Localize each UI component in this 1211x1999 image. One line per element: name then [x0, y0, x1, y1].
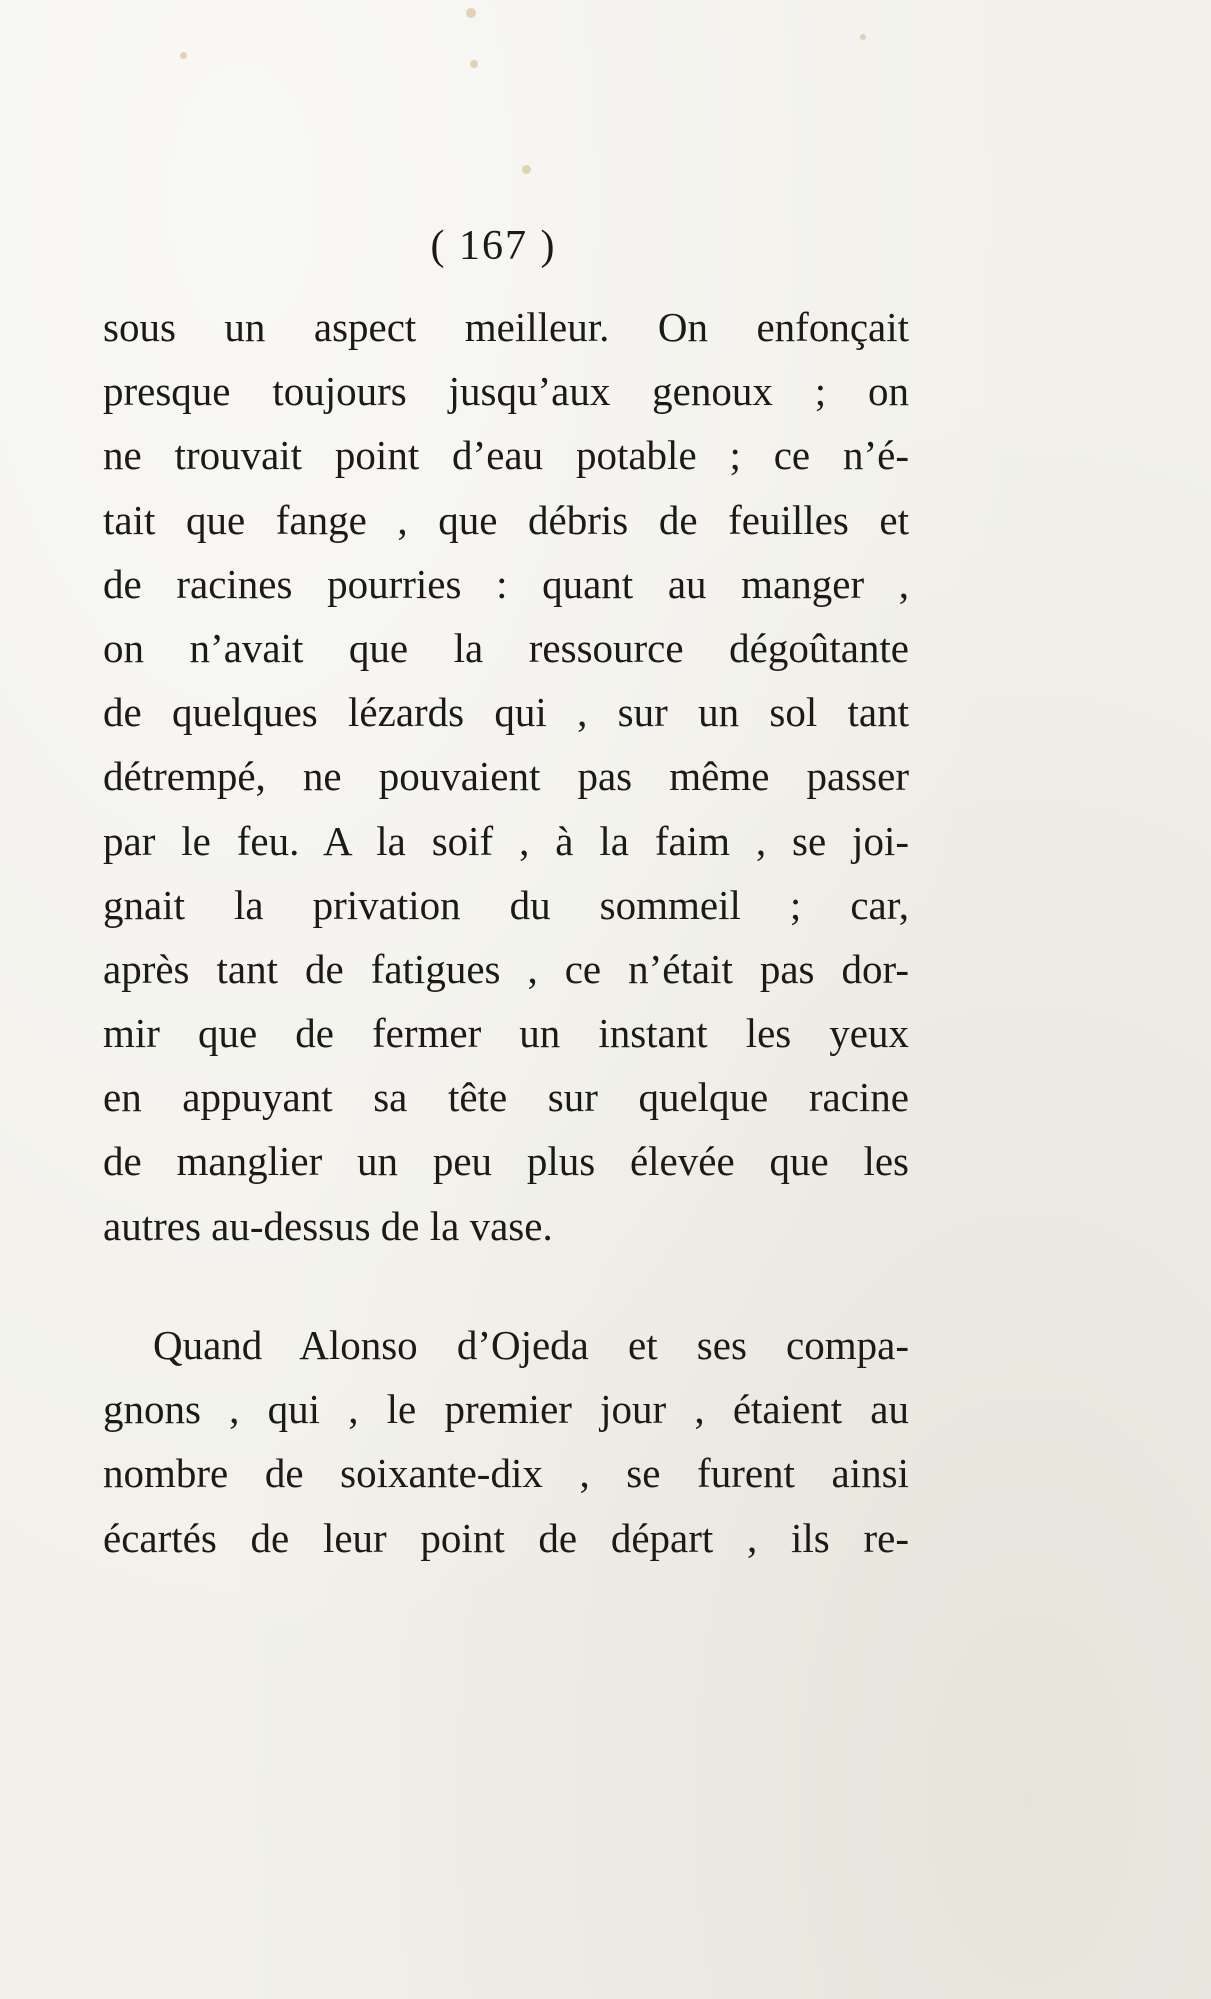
- text-line: Quand Alonso d’Ojeda et ses compa-: [153, 1322, 909, 1368]
- text-line: écartés de leur point de départ , ils re-: [103, 1514, 909, 1561]
- text-line: autres au-dessus de la vase.: [103, 1202, 553, 1249]
- text-line: tait que fange , que débris de feuilles et: [103, 496, 909, 543]
- text-line: de manglier un peu plus élevée que les: [103, 1138, 909, 1185]
- paragraph: [103, 1313, 909, 1570]
- text-line: de racines pourries : quant au manger ,: [103, 560, 909, 607]
- text-line: presque toujours jusqu’aux genoux ; on: [103, 368, 909, 415]
- text-line: mir que de fermer un instant les yeux: [103, 1010, 909, 1057]
- text-line: détrempé, ne pouvaient pas même passer: [103, 753, 909, 800]
- paper-speck: [522, 165, 531, 174]
- page-number: ( 167 ): [430, 223, 557, 269]
- text-line: sous un aspect meilleur. On enfonçait: [103, 304, 909, 350]
- text-line: nombre de soixante-dix , se furent ainsi: [103, 1450, 909, 1497]
- text-line: après tant de fatigues , ce n’était pas dor-: [103, 945, 909, 992]
- paper-speck: [860, 34, 866, 40]
- paragraph: [103, 295, 909, 1258]
- text-line: gnons , qui , le premier jour , étaient au: [103, 1386, 909, 1433]
- text-line: ne trouvait point d’eau potable ; ce n’é-: [103, 432, 909, 479]
- paper-speck: [180, 52, 187, 59]
- text-line: on n’avait que la ressource dégoûtante: [103, 624, 909, 671]
- text-line: par le feu. A la soif , à la faim , se joi-: [103, 817, 909, 864]
- paper-speck: [470, 60, 478, 68]
- paper-speck: [466, 8, 476, 18]
- text-line: de quelques lézards qui , sur un sol tant: [103, 689, 909, 736]
- text-line: en appuyant sa tête sur quelque racine: [103, 1074, 909, 1121]
- text-line: gnait la privation du sommeil ; car,: [103, 881, 909, 928]
